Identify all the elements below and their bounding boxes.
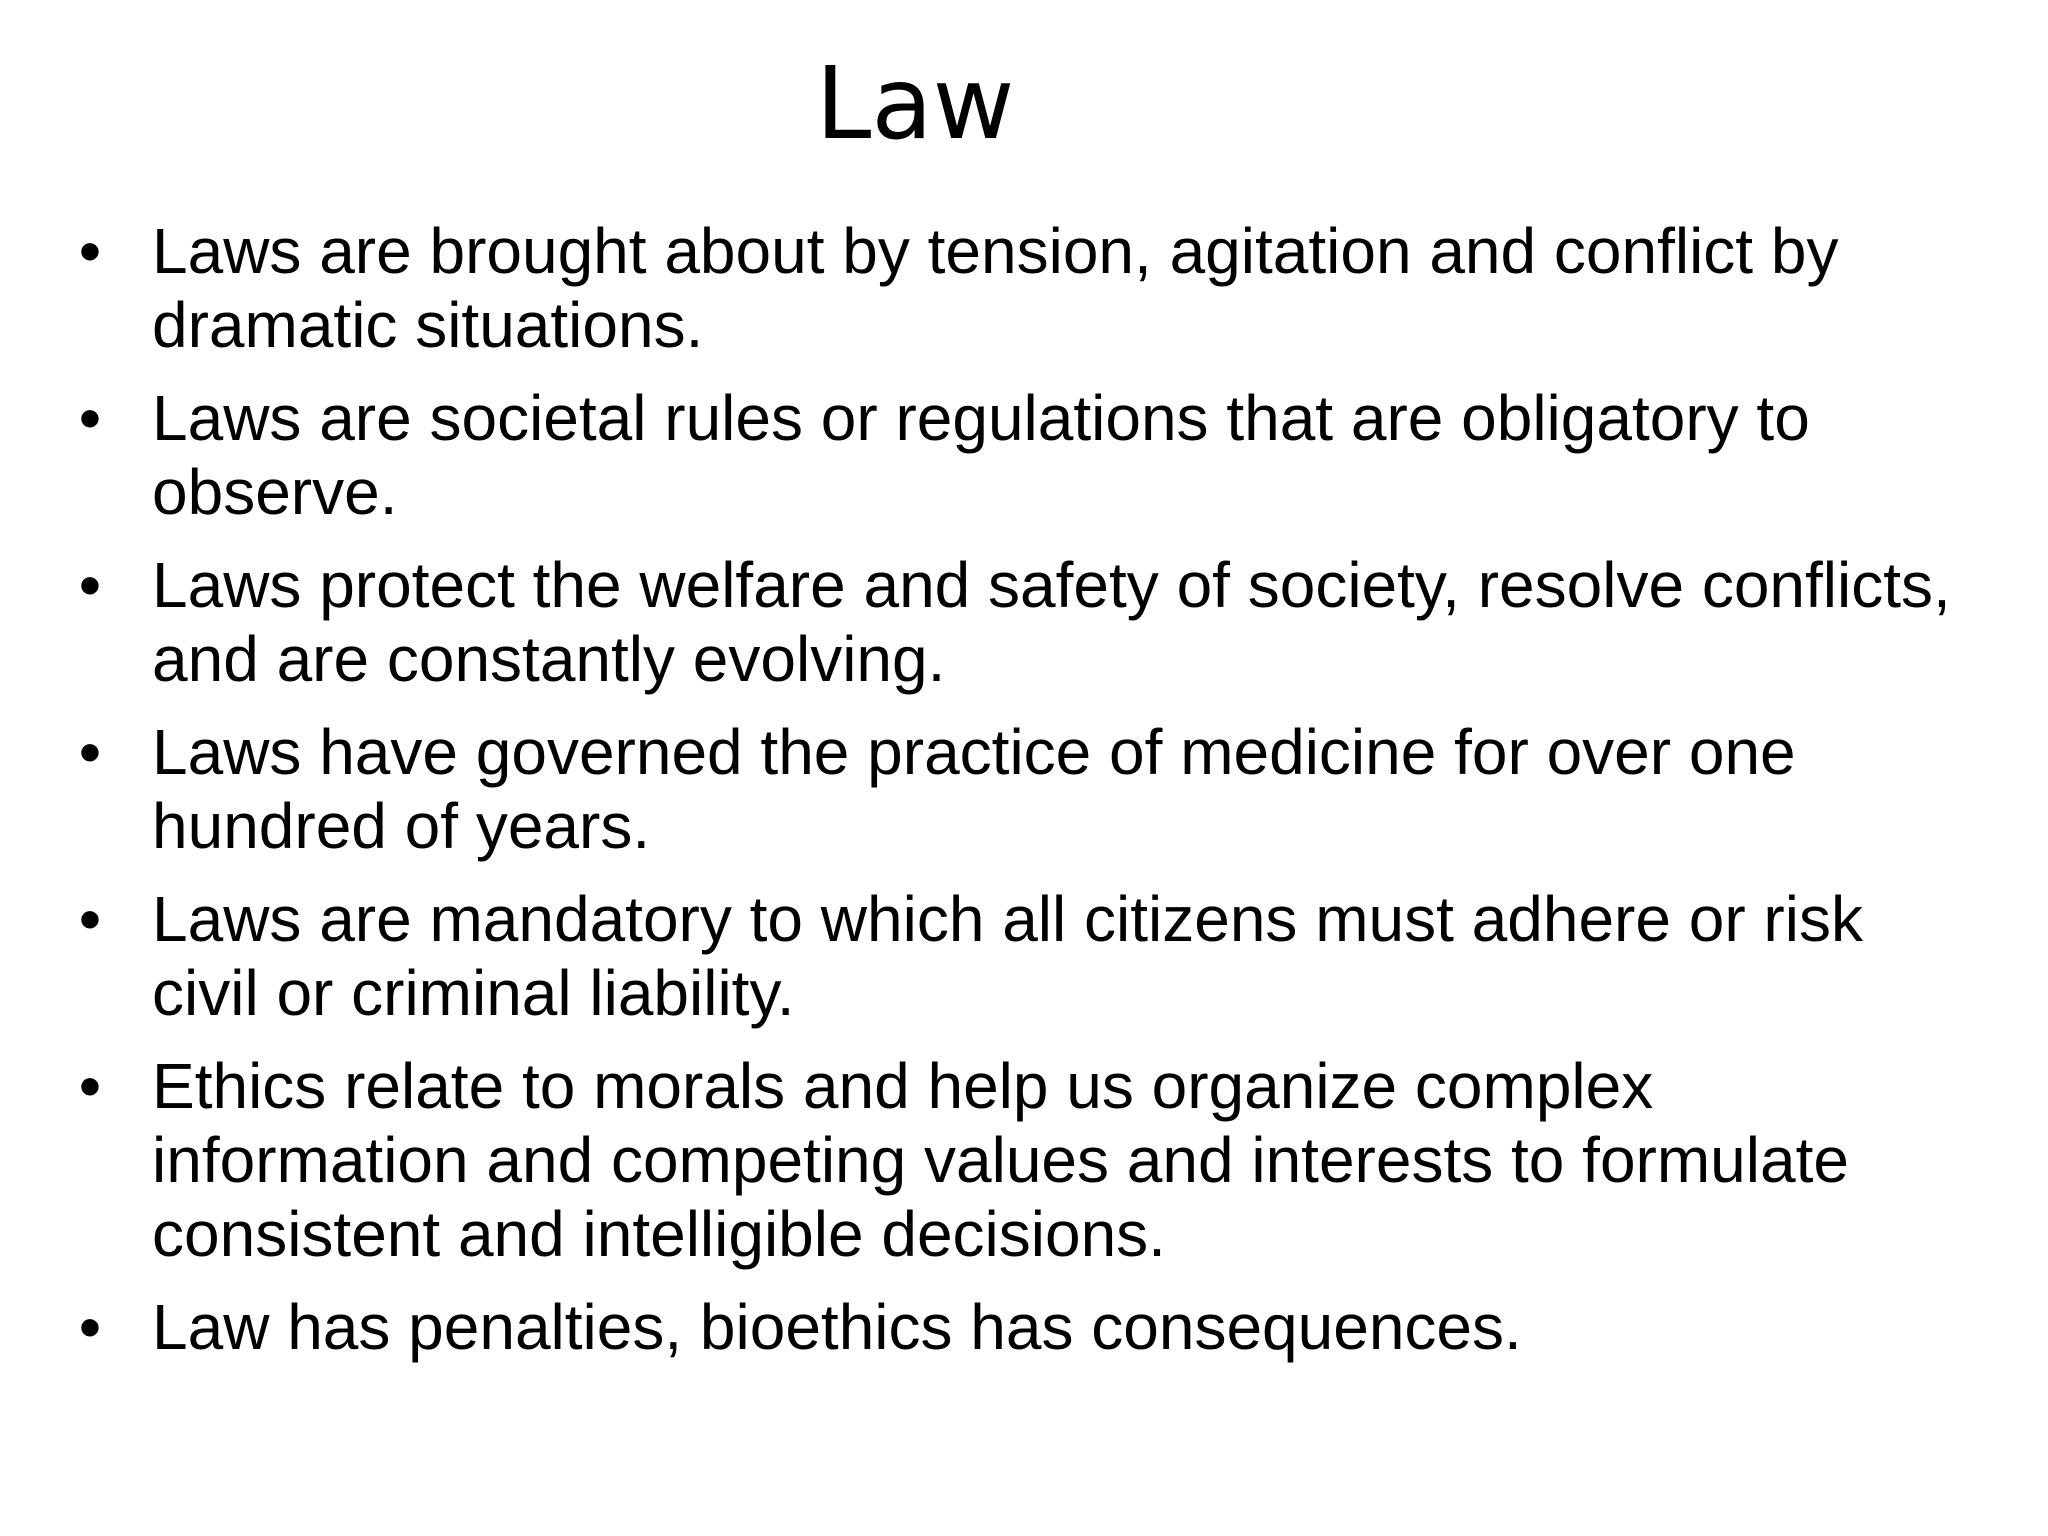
bullet-text: Law has penalties, bioethics has consequences. [152,1291,1522,1363]
bullet-text: Ethics relate to morals and help us organize complex information and competing values and interests to formulate consistent and intelligible decisions. [152,1050,1849,1270]
bullet-text: Laws have governed the practice of medicine for over one hundred of years. [152,716,1796,862]
slide-title: Law [815,45,1015,162]
bullet-item [70,214,1970,362]
bullet-item [70,548,1970,696]
bullet-item [70,1049,1970,1271]
bullet-marker: • [78,716,102,788]
bullet-item [70,1290,1970,1364]
bullet-text: Laws are societal rules or regulations that are obligatory to observe. [152,382,1810,528]
bullet-item [70,715,1970,863]
bullet-marker: • [78,549,102,621]
bullet-text: Laws are brought about by tension, agitation and conflict by dramatic situations. [152,215,1839,361]
bullet-item [70,882,1970,1030]
bullet-marker: • [78,883,102,955]
bullet-item [70,381,1970,529]
bullet-marker: • [78,382,102,454]
bullet-marker: • [78,1050,102,1122]
bullet-text: Laws protect the welfare and safety of society, resolve conflicts, and are constantly evolving. [152,549,1951,695]
bullet-list [70,214,1970,1383]
bullet-marker: • [78,1291,102,1363]
bullet-text: Laws are mandatory to which all citizens must adhere or risk civil or criminal liability. [152,883,1863,1029]
bullet-marker: • [78,215,102,287]
